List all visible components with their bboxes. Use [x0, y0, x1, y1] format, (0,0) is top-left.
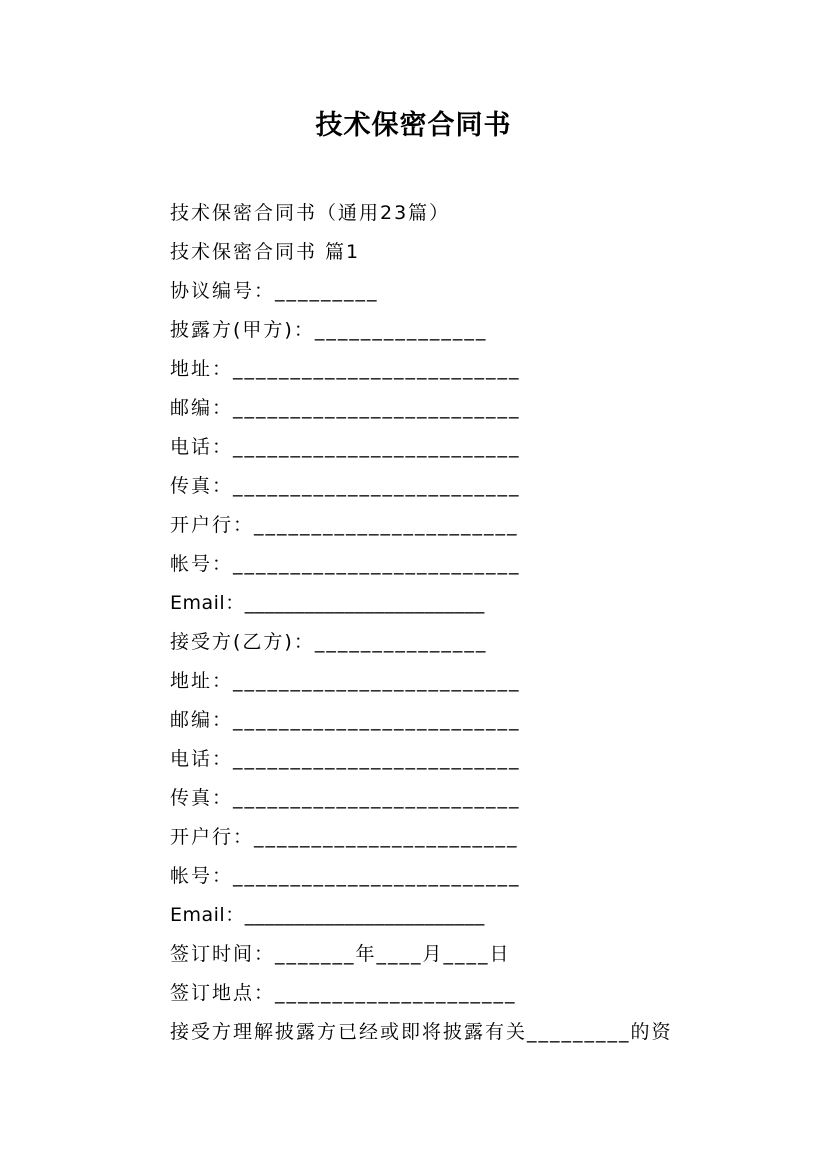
party-a-email-field: Email：________________________ [170, 592, 485, 614]
document-subtitle: 技术保密合同书（通用23篇） [170, 202, 451, 224]
party-b-account-field: 帐号：_________________________ [170, 865, 521, 887]
party-b-postcode-field: 邮编：_________________________ [170, 709, 521, 731]
party-a-bank-field: 开户行：_______________________ [170, 514, 519, 536]
party-a-phone-field: 电话：_________________________ [170, 436, 521, 458]
signing-date-field: 签订时间：_______年____月____日 [170, 943, 511, 965]
body-paragraph: 接受方理解披露方已经或即将披露有关_________的资 [170, 1021, 673, 1043]
document-body [170, 194, 730, 1052]
party-a-account-field: 帐号：_________________________ [170, 553, 521, 575]
section-heading: 技术保密合同书 篇1 [170, 241, 361, 263]
agreement-number-field: 协议编号：_________ [170, 280, 379, 302]
party-b-address-field: 地址：_________________________ [170, 670, 521, 692]
document-title: 技术保密合同书 [315, 110, 512, 141]
party-b-phone-field: 电话：_________________________ [170, 748, 521, 770]
receiving-party-field: 接受方(乙方)：_______________ [170, 631, 488, 653]
party-b-email-field: Email：________________________ [170, 904, 485, 926]
party-a-fax-field: 传真：_________________________ [170, 475, 521, 497]
signing-place-field: 签订地点：_____________________ [170, 982, 517, 1004]
party-b-bank-field: 开户行：_______________________ [170, 826, 519, 848]
party-a-address-field: 地址：_________________________ [170, 358, 521, 380]
disclosing-party-field: 披露方(甲方)：_______________ [170, 319, 488, 341]
party-b-fax-field: 传真：_________________________ [170, 787, 521, 809]
party-a-postcode-field: 邮编：_________________________ [170, 397, 521, 419]
